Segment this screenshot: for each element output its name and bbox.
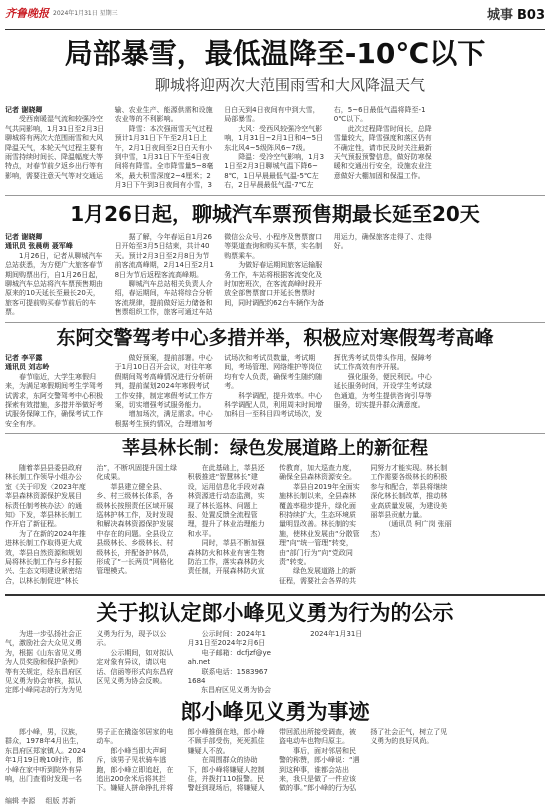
paragraph: 受西南暖湿气流和较强冷空气共同影响，1月31日至2月3日聊城将有两次大范围雨雪和大风降温天气，本轮天气过程主要有雨雪持续时间长、降温幅度大等特点，对春节前夕返乡出行等有影响，需要注意天气等对交通运输、农业生产、能源供需和设施农业等的不利影响。: [5, 106, 213, 180]
paragraph: 增加场次，满足需求。中心根据考生预约情况，合理增加考试场次和考试员数量，考试期间，考场管理、网络维护等岗位均有专人负责，确保考生随约随考。: [114, 354, 323, 428]
paragraph: 聊城汽车总站相关负责人介绍，春运期间，车站将综合分析客流规律，提前做好运力储备和售票组织工作，旅客可通过车站微信公众号、小程序及售票窗口等渠道查询和购买车票，实名制购票乘车。: [114, 233, 323, 317]
paragraph: 做好预案，提前部署。中心于1月10日召开会议，对往年寒假期间驾考高峰情况进行分析研判，提前谋划2024年寒假考试工作安排，制定寒假考试工作方案，切实增强考试服务能力。: [114, 354, 213, 410]
paragraph: 为了在新的2024年推进林长制工作取得更大成效，莘县自然资源和规划局将林长制工作与乡村振兴、生态文明建设紧密结合，以林长制促进“林长治”，不断巩固提升国土绿化成果。: [5, 464, 177, 585]
paragraph: 莘县建立健全县、乡、村三级林长体系，各级林长按照责任区域开展巡林护林工作，及时发现和解决森林资源保护发展中存在的问题。全县设立县级林长、乡级林长、村级林长，并配备护林员，形成了“一长两员”网格化管理模式。: [96, 482, 174, 576]
driving-test-article-body: [5, 354, 545, 430]
masthead: [5, 0, 545, 30]
paragraph: 绿色发展道路上的新征程，需要社会各界的共同努力才能实现。林长制工作需要各级林长的积极参与和配合，莘县将继续深化林长制改革，推动林业高质量发展，为建设美丽莘县贡献力量。: [278, 464, 448, 585]
paragraph: 为做好春运期间旅客运输服务工作，车站将根据客流变化及时加密班次，在客流高峰时段开放全部售票窗口并延长售票时间，同时调配约62台车辆作为备用运力，确保旅客走得了、走得好。: [224, 233, 432, 307]
deeds-body: [5, 728, 545, 794]
paragraph: 此次过程降雪时间长，总降雪量较大，降雪强度和落区仍有不确定性，请市民及时关注最新天气预报预警信息，做好防寒保暖和交通出行安全，设施农业注意做好大棚加固和保温工作。: [333, 124, 432, 180]
byline: 通讯员 张晨萌 聂军峰: [5, 242, 73, 251]
issue-date: 2024年1月31日 星期三: [53, 10, 118, 17]
paragraph: 同时，莘县不断加强森林防火和林业有害生物防治工作，落实森林防火责任制，开展森林防火宣传教育，加大巡查力度，确保全县森林资源安全。: [187, 464, 356, 576]
paragraph: 郎小峰，男，汉族，群众，1978年4月出生，东昌府区郑家镇人。2024年1月19日晚10时许，郎小峰在家中听到院外有异响，出门查看时发现一名男子正在撬盗邻居家的电动车。: [5, 728, 174, 784]
paragraph: 莘县自2019年全面实施林长制以来，全县森林覆盖率稳步提升，绿化面积持续扩大，生态环境质量明显改善。林长制的实施，使林业发展由“分散管理”向“统一管理”转变，由“部门行为”向“党政同责”转变。: [278, 482, 360, 567]
byline: 记者 李平露: [5, 354, 43, 362]
forest-chief-article-body: [5, 464, 545, 587]
editor-credit: 编辑 李源: [5, 797, 36, 805]
page-number: B03: [517, 8, 545, 23]
section-divider: [5, 322, 545, 323]
notice-headline: 关于拟认定郎小峰见义勇为行为的公示: [96, 601, 454, 625]
paragraph: 降温：受冷空气影响，1月31日至2月3日聊城气温下降6~8℃，1日早晨最低气温-5℃左右，2日早晨最低气温-7℃左右，5~6日最低气温将降至-10℃以下。: [224, 106, 426, 190]
paragraph: 郎小峰当即大声呵斥，该男子见状骑车逃跑，郎小峰立即追赶，在追出200余米后将其拦下。嫌疑人拼命挣扎并将郎小峰推倒在地，郎小峰不顾手部受伤，死死抓住嫌疑人不放。: [96, 728, 265, 793]
page-footer: [5, 797, 545, 806]
article-credit: （通讯员 柯广岗 张丽杰）: [370, 520, 452, 538]
weather-headline: 局部暴雪，最低温降至-10℃以下: [64, 38, 486, 70]
forest-chief-headline: 莘县林长制：绿色发展道路上的新征程: [122, 438, 428, 459]
deeds-headline: 郎小峰见义勇为事迹: [180, 700, 370, 724]
notice-phone: 联系电话：15839671684: [187, 667, 268, 686]
paragraph: 强化服务，便民利民。中心延长服务时间，开设学生考试绿色通道，为考生提供咨询引导等服务，切实提升群众满意度。: [333, 372, 432, 410]
paragraph: 降雪：本次强雨雪天气过程预计1月31日下午至2月1日上午，2月1日夜间至2日白天有小到中雪，1月31日下午至4日夜间将有降雪。全市降雪量5~8毫米，最大积雪深度2~4厘米；2月3日下午到3日夜间有小雪，3日白天到4日夜间有中到大雪，局部暴雪。: [114, 106, 320, 190]
paragraph: 科学调配，提升效率。中心科学调配人员，利用周末时间增加科目一至科目四考试场次，发挥优秀考试员带头作用，保障考试工作高效有序开展。: [224, 354, 432, 419]
bus-tickets-article-body: [5, 233, 545, 318]
driving-test-headline: 东阿交警驾考中心多措并举，积极应对寒假驾考高峰: [56, 327, 494, 349]
section-divider: [5, 195, 545, 196]
notice-date: 2024年1月31日: [310, 630, 363, 638]
paragraph: 1月26日，记者从聊城汽车总站获悉，为方便广大旅客春节期间购票出行，自1月26日起，聊城汽车总站将汽车票预售期由原来的10天延长至最长20天，旅客可提前购买春节前后的车票。: [5, 251, 103, 317]
notice-body: [5, 630, 545, 696]
notice-divider: [5, 594, 545, 596]
paragraph: 据了解，今年春运自1月26日开始至3月5日结束，共计40天。预计2月3日至2月8日为节前客流高峰期，2月14日至2月18日为节后返程客流高峰期。: [114, 233, 214, 279]
newspaper-logo: 齐鲁晚报: [5, 7, 49, 20]
paragraph: 在此基础上，莘县还积极推进“智慧林长”建设，运用信息化手段对森林资源进行动态监测，实现了林长巡林、问题上报、处置反馈全流程管理，提升了林业治理能力和水平。: [187, 464, 265, 538]
layout-credit: 组版 苏新: [45, 797, 76, 805]
paragraph: 事后，面对邻居和民警的称赞，郎小峰说：“遇到这种事，谁都会站出来，我只是做了一件应该做的事。”郎小峰的行为弘扬了社会正气，树立了见义勇为的良好风尚。: [278, 728, 448, 793]
bus-tickets-headline: 1月26日起，聊城汽车票预售期最长延至20天: [70, 202, 480, 226]
byline: 记者 谢晓卿: [5, 106, 43, 114]
weather-article-body: [5, 106, 545, 191]
paragraph: 春节临近，大学生寒假归来，为满足寒假期间考生学驾考试需求，东阿交警驾考中心积极探索有效措施，多措并举做好考试服务保障工作，确保考试工作安全有序。: [5, 372, 103, 428]
notice-issuer: 东昌府区见义勇为协会: [200, 686, 271, 695]
section-name: 城事: [486, 8, 513, 23]
paragraph: 公示期间，如对拟认定对象有异议，请以电话、信函等形式向东昌府区见义勇为协会反映。: [96, 648, 174, 686]
paragraph: 为进一步弘扬社会正气，激励社会大众见义勇为，根据《山东省见义勇为人员奖励和保护条例》等有关规定，经东昌府区见义勇为协会审核，拟认定郎小峰同志的行为为见义勇为行为，现予以公示。: [5, 630, 167, 695]
paragraph: 随着莘县县委县政府林长制工作领导小组办公室《关于印发〈2023年度莘县森林资源保护发展目标责任制考核办法〉的通知》下发，莘县林长制工作开启了新征程。: [5, 464, 86, 529]
notice-period: 公示时间：2024年1月31日至2024年2月6日: [187, 630, 266, 648]
paragraph: 大风：受西风较强冷空气影响，1月31日~2月1日和4~5日东北风4~5级阵风6~7级。: [224, 124, 324, 152]
section-divider: [5, 433, 545, 434]
byline: 记者 谢晓卿: [5, 233, 43, 241]
notice-email: 电子邮箱：dcfjzf@yeah.net: [187, 648, 271, 667]
byline: 通讯员 刘志岭: [5, 363, 50, 372]
paragraph: 在周围群众的协助下，郎小峰将嫌疑人控制住，并拨打110报警。民警赶到现场后，将嫌疑人带回派出所接受调查，被盗电动车也物归原主。: [187, 728, 356, 793]
weather-subheadline: 聊城将迎两次大范围雨雪和大风降温天气: [154, 76, 425, 94]
